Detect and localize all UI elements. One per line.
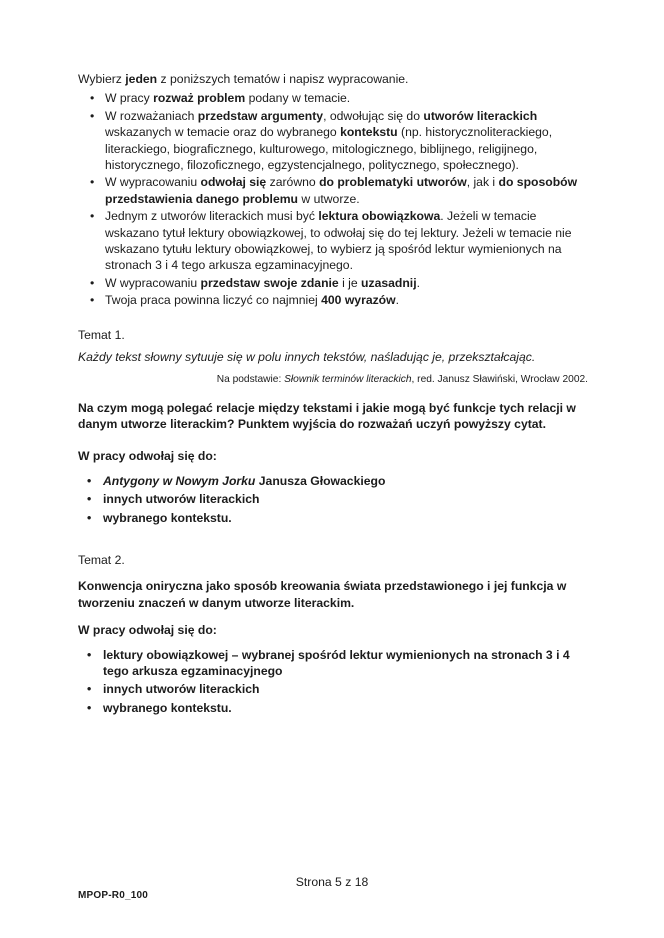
temat1-quote: Każdy tekst słowny sytuuje się w polu innych tekstów, naśladując je, przekształcając.	[78, 350, 536, 365]
reference-item: • wybranego kontekstu.	[78, 510, 588, 526]
temat2-references-list	[78, 647, 588, 717]
page-number: Strona 5 z 18	[295, 875, 369, 889]
instruction-item: • W wypracowaniu odwołaj się zarówno do problematyki utworów, jak i do sposobów przedstawienia danego problemu w utworze.	[78, 174, 588, 207]
reference-item: • innych utworów literackich	[78, 681, 588, 697]
reference-item: • innych utworów literackich	[78, 491, 588, 507]
temat2-refer-heading: W pracy odwołaj się do:	[78, 623, 217, 638]
instruction-item: • Jednym z utworów literackich musi być lektura obowiązkowa. Jeżeli w temacie wskazano tytuł lektury obowiązkowej, to odwołaj się do tej lektury. Jeżeli w temacie nie wskazano tytułu lektury obowiązkowej, to wybierz ją spośród lektur wymienionych na stronach 3 i 4 tego arkusza egzaminacyjnego.	[78, 208, 588, 274]
instruction-item: • W rozważaniach przedstaw argumenty, odwołując się do utworów literackich wskazanych w temacie oraz do wybranego kontekstu (np. historycznoliterackiego, literackiego, biograficznego, kulturowego, mitologicznego, biblijnego, religijnego, historycznego, filozoficznego, egzystencjalnego, politycznego, społecznego).	[78, 108, 588, 174]
temat1-heading: Temat 1.	[78, 327, 125, 342]
form-code: MPOP-R0_100	[78, 890, 149, 901]
intro-paragraph: Wybierz jeden z poniższych tematów i napisz wypracowanie.	[78, 72, 409, 86]
temat1-source: Na podstawie: Słownik terminów literackich, red. Janusz Sławiński, Wrocław 2002.	[216, 373, 588, 385]
reference-item: • wybranego kontekstu.	[78, 700, 588, 716]
instruction-item: • Twoja praca powinna liczyć co najmniej 400 wyrazów.	[78, 292, 588, 308]
instruction-item: • W wypracowaniu przedstaw swoje zdanie i je uzasadnij.	[78, 275, 588, 291]
temat1-task: Na czym mogą polegać relacje między tekstami i jakie mogą być funkcje tych relacji w danym utworze literackim? Punktem wyjścia do rozważań uczyń powyższy cytat.	[78, 400, 576, 431]
temat2-heading: Temat 2.	[78, 552, 125, 567]
instruction-item: • W pracy rozważ problem podany w temacie.	[78, 90, 588, 106]
temat2-task: Konwencja oniryczna jako sposób kreowania świata przedstawionego i jej funkcja w tworzeniu znaczeń w danym utworze literackim.	[78, 579, 567, 610]
reference-item: • lektury obowiązkowej – wybranej spośród lektur wymienionych na stronach 3 i 4 tego arkusza egzaminacyjnego	[78, 647, 588, 680]
reference-item: • Antygony w Nowym Jorku Janusza Głowackiego	[78, 473, 588, 489]
instructions-list	[78, 90, 588, 308]
temat1-refer-heading: W pracy odwołaj się do:	[78, 449, 217, 464]
temat1-references-list	[78, 473, 588, 526]
